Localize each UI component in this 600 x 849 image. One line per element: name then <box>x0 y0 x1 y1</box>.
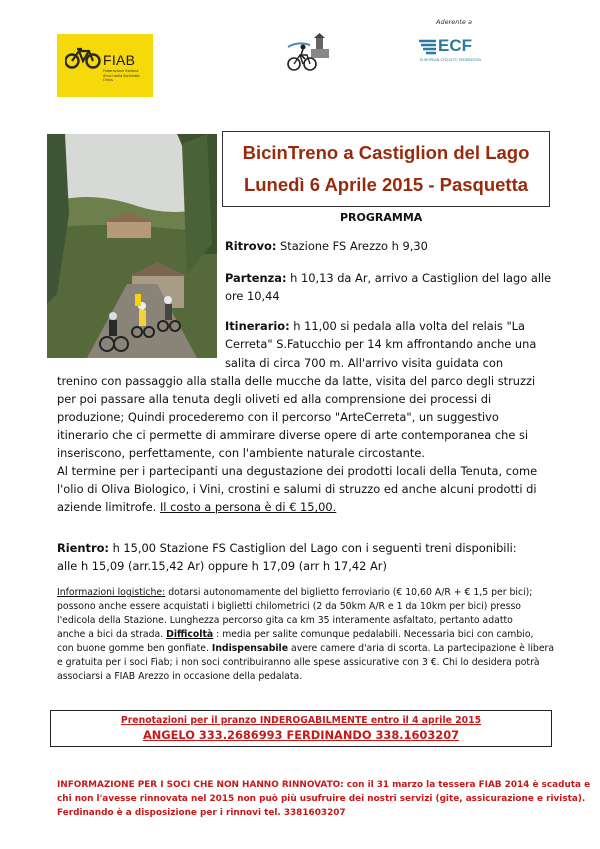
booking-contacts: ANGELO 333.2686993 FERDINANDO 338.1603207 <box>142 728 460 742</box>
cost-text: Il costo a persona è di € 15,00. <box>159 500 337 514</box>
cyclist-tower-logo <box>284 33 338 73</box>
bicycle-icon <box>65 47 101 69</box>
cyclist-tower-icon <box>284 33 338 73</box>
itinerario-line4: trenino con passaggio alla stalla delle mucche da latte, visita del parco degli struzzi <box>57 374 536 388</box>
rientro-text: h 15,00 Stazione FS Castiglion del Lago con i seguenti treni disponibili: <box>108 541 517 555</box>
rientro-line2: alle h 15,09 (arr.15,42 Ar) oppure h 17,09 (arr h 17,42 Ar) <box>57 559 387 573</box>
itinerario-line3: salita di circa 700 m. All'arrivo visita guidata con <box>225 356 504 370</box>
partenza-text: h 10,13 da Ar, arrivo a Castiglion del lago alle <box>286 271 552 285</box>
itinerario-line6: produzione; Quindi procederemo con il percorso "ArteCerreta", un suggestivo <box>57 410 499 424</box>
itinerario-line1 <box>225 318 525 335</box>
ecf-logo-text: ECF <box>438 36 472 55</box>
rientro-line1 <box>57 540 517 557</box>
info-line2: possono anche essere acquistati i biglietti chilometrici (2 da 50km A/R e 1 da 10km per bici) presso <box>57 601 521 612</box>
difficolta-label: Difficoltà <box>166 629 214 640</box>
title-box <box>222 131 550 207</box>
booking-deadline: Prenotazioni per il pranzo INDEROGABILMENTE entro il 4 aprile 2015 <box>120 715 482 726</box>
ritrovo-line <box>225 238 428 255</box>
event-title: BicinTreno a Castiglion del Lago <box>242 142 530 163</box>
ecf-logo-subtitle: EUROPEAN CYCLISTS' FEDERATION <box>420 58 481 62</box>
event-date: Lunedì 6 Aprile 2015 - Pasquetta <box>243 174 529 195</box>
ecf-caption: Aderente a <box>436 18 472 26</box>
info-line5 <box>57 642 554 656</box>
notice-line2: chi non l'avesse rinnovata nel 2015 non può più usufruire dei nostri servizi (gite, assicurazione e rivista). <box>57 794 586 804</box>
itinerario-line5: per poi passare alla tenuta degli oliveti ed alla comprensione dei processi di <box>57 392 492 406</box>
info-line3: l'edicola della Stazione. Lunghezza percorso gita ca km 35 interamente asfaltato, pertanto adatto <box>57 615 513 626</box>
partenza-label: Partenza: <box>225 271 287 285</box>
info-text-4a: anche a bici da strada. <box>57 629 167 640</box>
indispensabile-label: Indispensabile <box>211 643 289 654</box>
itinerario-line7: itinerario che ci permette di ammirare diverse opere di arte contemporanea che si <box>57 428 529 442</box>
notice-line3: Ferdinando è a disposizione per i rinnovi tel. 3381603207 <box>57 808 346 818</box>
fiab-logo-subtitle: Federazione Italiana Amici della Bicicletta Onlus <box>103 69 140 82</box>
info-text-5c: avere camere d'aria di scorta. La partecipazione è libera <box>288 643 555 654</box>
info-line6: e gratuita per i soci Fiab; i non soci contribuiranno alle spese assicurative con 3 €. Chi lo desidera potrà <box>57 657 540 668</box>
ecf-logo <box>418 38 490 72</box>
info-line1 <box>57 586 532 600</box>
ritrovo-text: Stazione FS Arezzo h 9,30 <box>276 239 428 253</box>
programma-heading: PROGRAMMA <box>340 211 423 224</box>
itinerario-line2: Cerreta" S.Fatucchio per 14 km affrontando anche una <box>225 337 537 351</box>
itinerario-line10: l'olio di Oliva Biologico, i Vini, crostini e salumi di struzzo ed anche alcuni prodotti di <box>57 482 537 496</box>
info-line7: associarsi a FIAB Arezzo in occasione della pedalata. <box>57 671 303 682</box>
info-label: Informazioni logistiche: <box>57 587 166 598</box>
itinerario-text-1: h 11,00 si pedala alla volta del relais "La <box>289 319 526 333</box>
partenza-line2: ore 10,44 <box>225 289 280 303</box>
rientro-label: Rientro: <box>57 541 109 555</box>
info-text-5a: con buone gomme ben gonfiate. <box>57 643 212 654</box>
booking-box <box>50 710 552 747</box>
info-line4 <box>57 628 533 642</box>
info-text-1: dotarsi autonomamente del biglietto ferroviario (€ 10,60 A/R + € 1,5 per bici); <box>165 587 533 598</box>
itinerario-text-11: aziende limitrofe. <box>57 500 160 514</box>
itinerario-line11 <box>57 499 336 516</box>
notice-line1: INFORMAZIONE PER I SOCI CHE NON HANNO RINNOVATO: con il 31 marzo la tessera FIAB 2014 è scaduta e <box>57 780 591 790</box>
itinerario-label: Itinerario: <box>225 319 290 333</box>
ritrovo-label: Ritrovo: <box>225 239 277 253</box>
itinerario-line9: Al termine per i partecipanti una degustazione dei prodotti locali della Tenuta, come <box>57 464 538 478</box>
ecf-wing-icon <box>418 38 438 56</box>
cyclists-photo <box>47 134 217 358</box>
fiab-logo <box>57 34 153 97</box>
info-text-4c: : media per salite comunque pedalabili. Necessaria bici con cambio, <box>213 629 534 640</box>
fiab-logo-text: FIAB <box>103 52 136 68</box>
partenza-line <box>225 270 551 287</box>
itinerario-line8: inseriscono, perfettamente, con l'ambiente naturale circostante. <box>57 446 425 460</box>
